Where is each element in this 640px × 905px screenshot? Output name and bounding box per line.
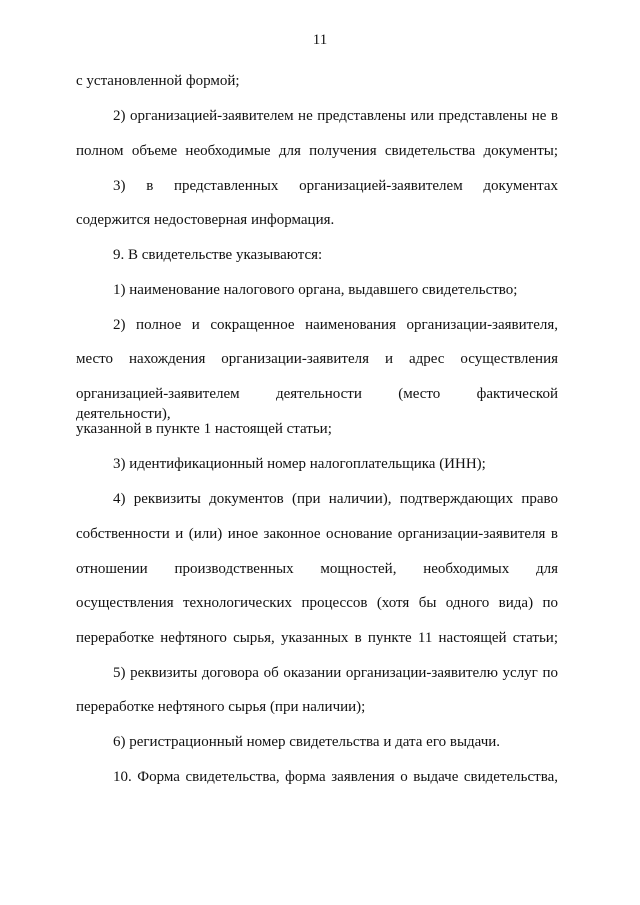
text-line: с установленной формой; (76, 73, 240, 89)
text-line: 2) организацией-заявителем не представлены или представлены не в (113, 108, 558, 124)
text-line: 4) реквизиты документов (при наличии), подтверждающих право (113, 491, 558, 507)
text-line: 10. Форма свидетельства, форма заявления о выдаче свидетельства, (113, 769, 558, 785)
text-line: 1) наименование налогового органа, выдавшего свидетельство; (113, 282, 518, 298)
text-line: содержится недостоверная информация. (76, 212, 335, 228)
text-line: 5) реквизиты договора об оказании организации-заявителю услуг по (113, 665, 558, 681)
text-line: 6) регистрационный номер свидетельства и дата его выдачи. (113, 734, 501, 750)
text-line: указанной в пункте 1 настоящей статьи; (76, 421, 332, 437)
text-line: отношении производственных мощностей, необходимых для (76, 561, 558, 577)
text-line: переработке нефтяного сырья (при наличии); (76, 699, 366, 715)
text-line: 3) в представленных организацией-заявителем документах (113, 178, 558, 194)
text-line: 9. В свидетельстве указываются: (113, 247, 323, 263)
text-line: осуществления технологических процессов (хотя бы одного вида) по (76, 595, 558, 611)
text-line: полном объеме необходимые для получения свидетельства документы; (76, 143, 558, 159)
text-line: организацией-заявителем деятельности (место фактической деятельности), (76, 386, 558, 422)
text-line: собственности и (или) иное законное основание организации-заявителя в (76, 526, 558, 542)
page-number: 11 (312, 32, 328, 48)
text-line: переработке нефтяного сырья, указанных в пункте 11 настоящей статьи; (76, 630, 558, 646)
text-line: 3) идентификационный номер налогоплательщика (ИНН); (113, 456, 486, 472)
text-line: 2) полное и сокращенное наименования организации-заявителя, (113, 317, 558, 333)
text-line: место нахождения организации-заявителя и адрес осуществления (76, 351, 558, 367)
